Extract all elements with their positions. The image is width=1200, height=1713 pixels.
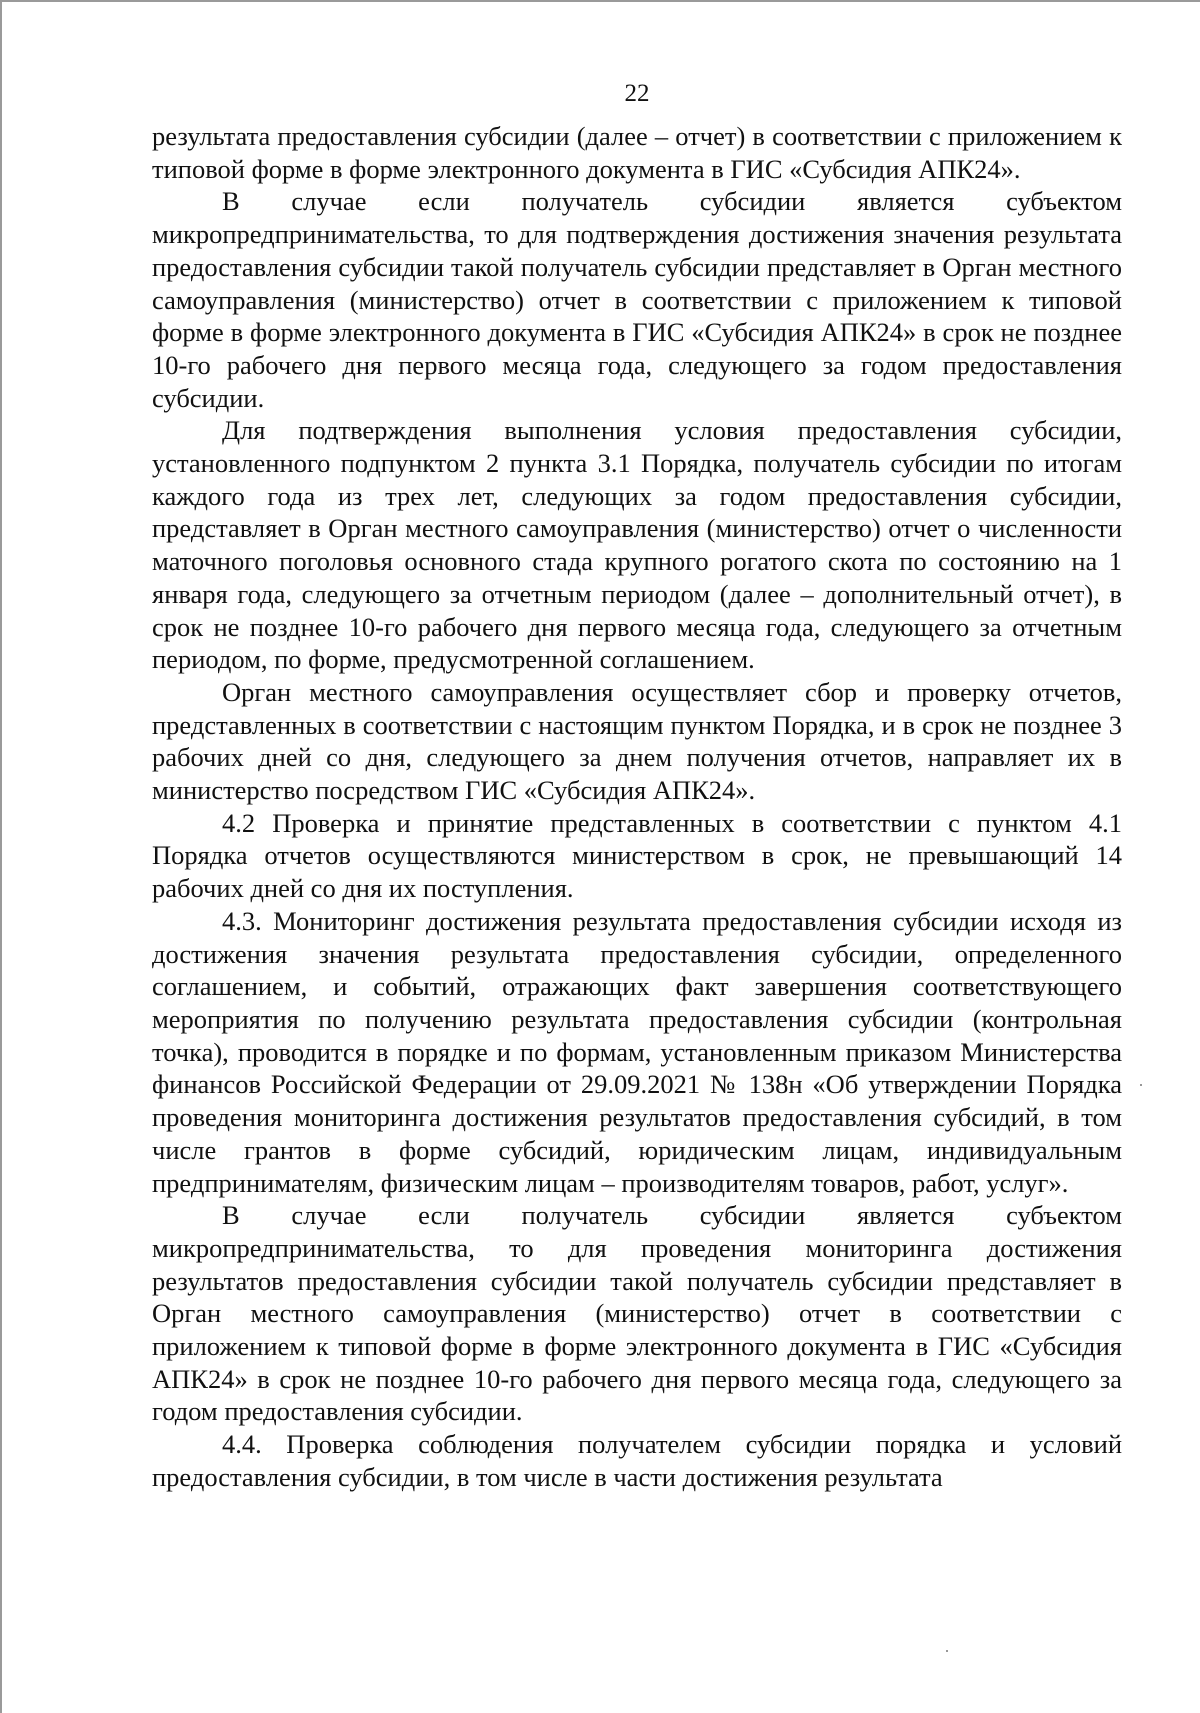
page-number: 22	[624, 80, 650, 107]
paragraph-micro-entrepreneur-monitoring: В случае если получатель субсидии является субъектом микропредпринимательства, то для проведения мониторинга достижения результатов предоставления субсидии такой получатель субсидии представляет в Орган местного самоуправления (министерство) отчет в соответствии с приложением к типовой форме в форме электронного документа в ГИС «Субсидия АПК24» в срок не позднее 10-го рабочего дня первого месяца года, следующего за годом предоставления субсидии.	[152, 1200, 1122, 1427]
paragraph-report-continuation: результата предоставления субсидии (далее – отчет) в соответствии с приложением к типовой форме в форме электронного документа в ГИС «Субсидия АПК24».	[152, 121, 1122, 184]
paragraph-additional-report: Для подтверждения выполнения условия предоставления субсидии, установленного подпунктом 2 пункта 3.1 Порядка, получатель субсидии по итогам каждого года из трех лет, следующих за годом предоставления субсидии, представляет в Орган местного самоуправления (министерство) отчет о численности маточного поголовья основного стада крупного рогатого скота по состоянию на 1 января года, следующего за отчетным периодом (далее – дополнительный отчет), в срок не позднее 10-го рабочего дня первого месяца года, следующего за отчетным периодом, по форме, предусмотренной соглашением.	[152, 415, 1122, 675]
paragraph-4-4: 4.4. Проверка соблюдения получателем субсидии порядка и условий предоставления субсидии, в том числе в части достижения результата	[152, 1429, 1122, 1492]
paragraph-4-2: 4.2 Проверка и принятие представленных в соответствии с пунктом 4.1 Порядка отчетов осуществляются министерством в срок, не превышающий 14 рабочих дней со дня их поступления.	[152, 807, 1122, 904]
paragraph-local-government-collection: Орган местного самоуправления осуществляет сбор и проверку отчетов, представленных в соответствии с настоящим пунктом Порядка, и в срок не позднее 3 рабочих дней со дня, следующего за днем получения отчетов, направляет их в министерство посредством ГИС «Субсидия АПК24».	[152, 676, 1122, 806]
document-body	[152, 120, 1122, 1494]
paragraph-micro-entrepreneur-report: В случае если получатель субсидии является субъектом микропредпринимательства, то для подтверждения достижения значения результата предоставления субсидии такой получатель субсидии представляет в Орган местного самоуправления (министерство) отчет в соответствии с приложением к типовой форме в форме электронного документа в ГИС «Субсидия АПК24» в срок не позднее 10-го рабочего дня первого месяца года, следующего за годом предоставления субсидии.	[152, 186, 1122, 413]
scan-speck	[1140, 1084, 1142, 1086]
scan-speck	[946, 1650, 948, 1652]
paragraph-4-3: 4.3. Мониторинг достижения результата предоставления субсидии исходя из достижения значения результата предоставления субсидии, определенного соглашением, и событий, отражающих факт завершения соответствующего мероприятия по получению результата предоставления субсидии (контрольная точка), проводится в порядке и по формам, установленным приказом Министерства финансов Российской Федерации от 29.09.2021 № 138н «Об утверждении Порядка проведения мониторинга достижения результатов предоставления субсидий, в том числе грантов в форме субсидий, юридическим лицам, индивидуальным предпринимателям, физическим лицам – производителям товаров, работ, услуг».	[152, 905, 1122, 1198]
